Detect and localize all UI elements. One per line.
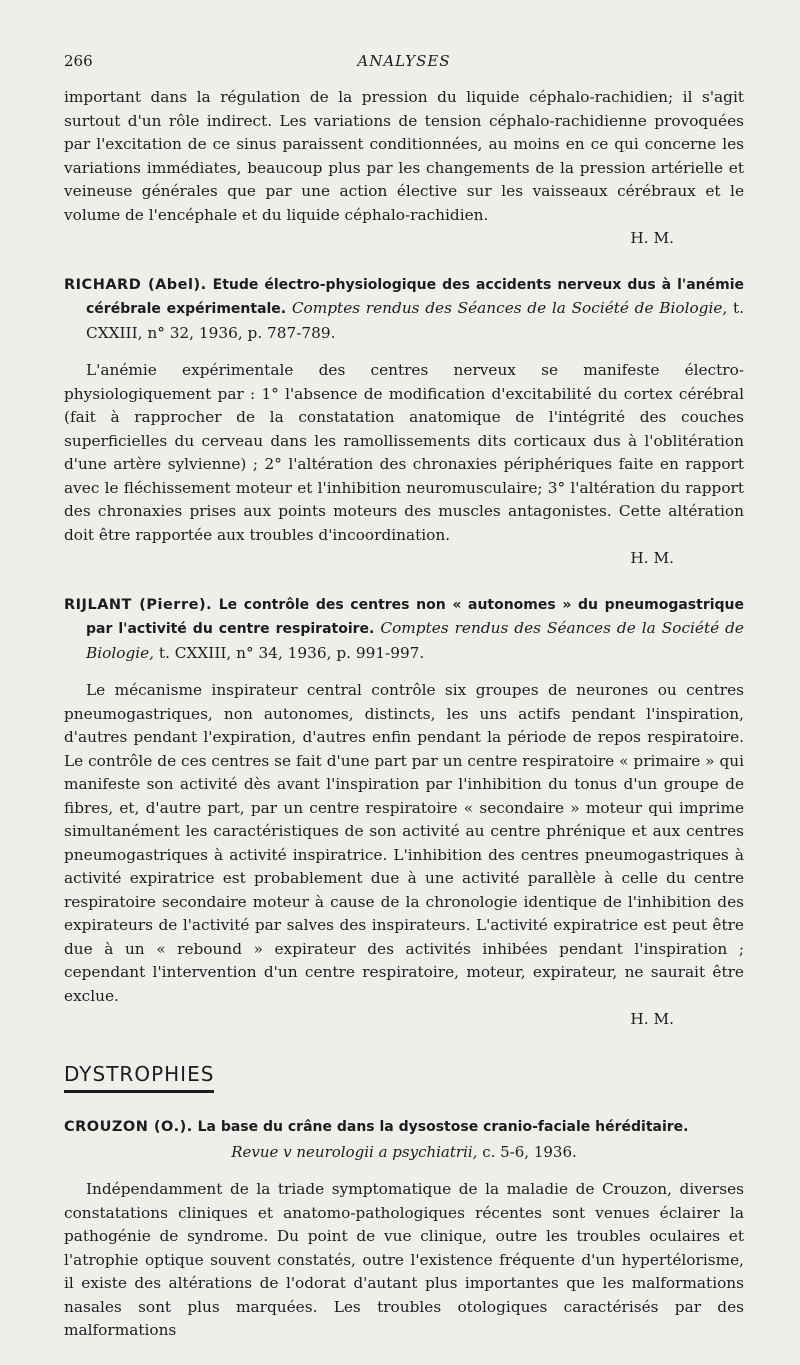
- intro-signature: H. M.: [630, 229, 674, 247]
- entry-title: Etude électro-physiologique des accidents nerveux dus à l'anémie cérébrale expérimentale.: [86, 276, 744, 317]
- entry-signature: H. M.: [630, 549, 674, 567]
- entry-title: Le contrôle des centres non « autonomes » du pneumogastrique par l'activité du centre respiratoire.: [86, 596, 744, 637]
- intro-paragraph: important dans la régulation de la pression du liquide céphalo-rachidien; il s'agit surtout d'un rôle indirect. Les variations de tension céphalo-rachidienne provoquées par l'excitation de ce sinus paraissent conditionnées, au moins en ce qui concerne les variations immédiates, beaucoup plus par les changements de la pression artérielle et veineuse générales que par une action élective sur les vaisseaux cérébraux et le volume de l'encéphale et du liquide céphalo-rachidien.: [64, 88, 744, 224]
- entry-heading-richard: [64, 273, 744, 346]
- section-title: DYSTROPHIES: [64, 1062, 214, 1093]
- entry-source-line: [64, 1141, 744, 1164]
- entry-source-details: c. 5-6, 1936.: [482, 1143, 577, 1161]
- page-body: [64, 86, 744, 1343]
- entry-heading-crouzon: [64, 1115, 744, 1140]
- entry-text-richard: L'anémie expérimentale des centres nerveux se manifeste électro-physiologiquement par : 1° l'absence de modification d'excitabilité du cortex cérébral (fait à rapprocher de la constatation anatomique de l'intégrité des couches superficielles du cerveau dans les ramollissements dits corticaux dus à l'oblitération d'une artère sylvienne) ; 2° l'altération des chronaxies périphériques faite en rapport avec le fléchissement moteur et l'inhibition neuromusculaire; 3° l'altération du rapport des chronaxies prises aux points moteurs des muscles antagonistes. Cette altération doit être rapportée aux troubles d'incoordination.: [64, 361, 744, 544]
- page-header: [64, 52, 744, 74]
- entry-source-details: t. CXXIII, n° 32, 1936, p. 787-789.: [86, 299, 745, 342]
- entry-source: Revue v neurologii a psychiatrii,: [231, 1143, 478, 1161]
- entry-title: La base du crâne dans la dysostose cranio-faciale héréditaire.: [197, 1118, 689, 1135]
- entry-signature: H. M.: [630, 1010, 674, 1028]
- running-head: ANALYSES: [357, 52, 451, 70]
- entry-author: CROUZON (O.).: [64, 1118, 193, 1135]
- entry-author: RICHARD (Abel).: [64, 276, 207, 293]
- entry-heading-rijlant: [64, 593, 744, 666]
- entry-source-details: t. CXXIII, n° 34, 1936, p. 991-997.: [158, 643, 425, 662]
- entry-source: Comptes rendus des Séances de la Société de Biologie,: [291, 299, 728, 317]
- entry-source: Comptes rendus des Séances de la Société de Biologie,: [86, 619, 744, 662]
- entry-text-crouzon: Indépendamment de la triade symptomatique de la maladie de Crouzon, diverses constatations cliniques et anatomo-pathologiques récentes sont venues éclairer la pathogénie de syndrome. Du point de vue clinique, outre les troubles oculaires et l'atrophie optique souvent constatés, outre l'existence fréquente d'un hypertélorisme, il existe des altérations de l'odorat d'autant plus importantes que les malformations nasales sont plus marquées. Les troubles otologiques caractérisés par des malformations: [64, 1180, 744, 1339]
- entry-author: RIJLANT (Pierre).: [64, 596, 213, 613]
- page-number: 266: [64, 52, 93, 70]
- entry-text-rijlant: Le mécanisme inspirateur central contrôle six groupes de neurones ou centres pneumogastriques, non autonomes, distincts, les uns actifs pendant l'inspiration, d'autres pendant l'expiration, d'autres enfin pendant la période de repos respiratoire. Le contrôle de ces centres se fait d'une part par un centre respiratoire « primaire » qui manifeste son activité dès avant l'inspiration par l'inhibition du tonus d'un groupe de fibres, et, d'autre part, par un centre respiratoire « secondaire » moteur qui imprime simultanément les caractéristiques de son activité au centre phrénique et aux centres pneumogastriques à activité inspiratrice. L'inhibition des centres pneumogastriques à activité expiratrice est probablement due à une activité parallèle à celle du centre respiratoire secondaire moteur à cause de la chronologie identique de l'inhibition des expirateurs de l'activité par salves des inspirateurs. L'activité expiratrice est peut être due à un « rebound » expirateur des activités inhibées pendant l'inspiration ; cependant l'intervention d'un centre respiratoire, moteur, expirateur, ne saurait être exclue.: [64, 681, 744, 1005]
